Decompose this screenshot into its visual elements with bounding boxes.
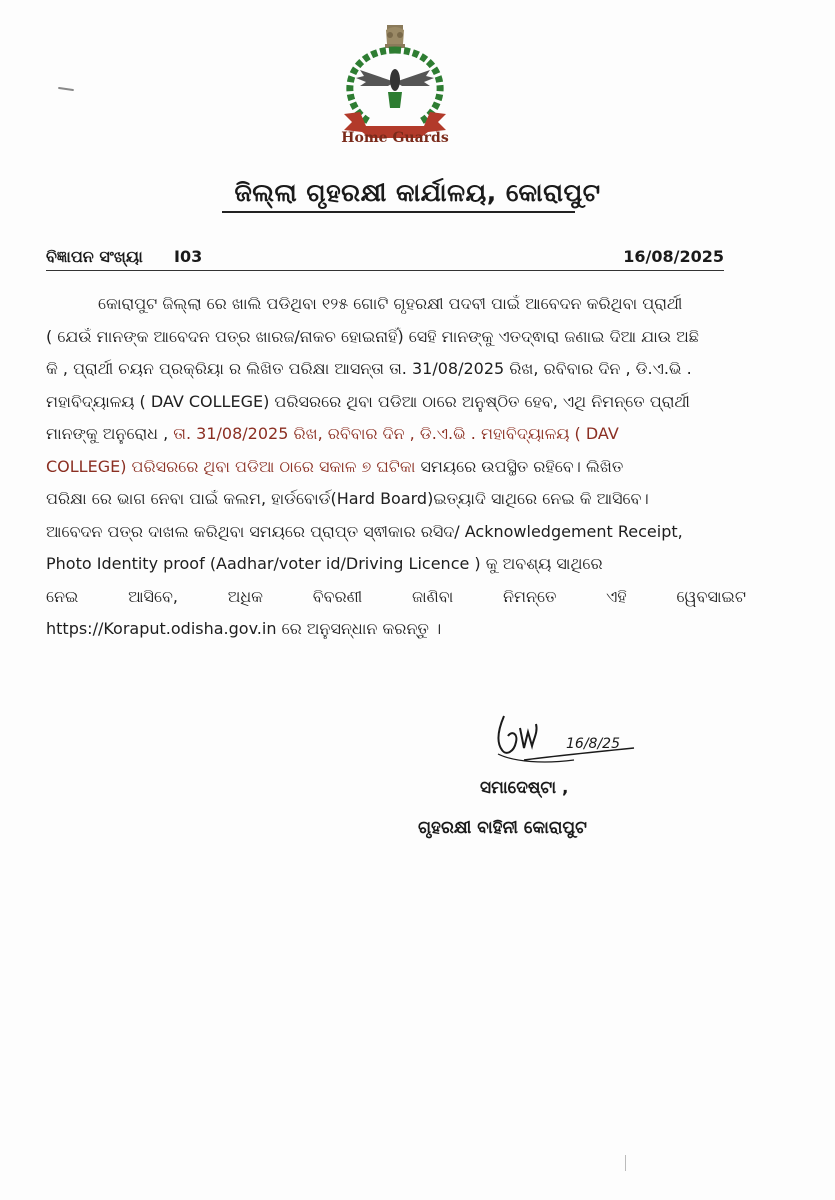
reference-line [46,245,724,271]
exam-details-highlight: ତା. 31/08/2025 ରିଖ, ରବିବାର ଦିନ , ଡି.ଏ.ଭି . ମହାବିଦ୍ୟାଳୟ ( DAV [173,424,619,443]
body-line: Photo Identity proof (Aadhar/voter id/Driving Licence ) କୁ ଅବଶ୍ୟ ସାଥିରେ [46,554,603,573]
title-underline [222,211,575,213]
commandant-office: ଗୃହରକ୍ଷୀ ବାହିନୀ କୋରାପୁଟ [418,818,587,838]
body-line: ଆବେଦନ ପତ୍ର ଦାଖଲ କରିଥିବା ସମୟରେ ପ୍ରାପ୍ତ ସ୍ଵୀକାର ରସିଦ/ Acknowledgement Receipt, [46,521,683,541]
word: ବିବରଣୀ [312,586,363,606]
scan-mark [58,87,74,91]
scan-mark [625,1155,626,1171]
word: ଜାଣିବା [411,586,454,606]
body-line [46,451,746,484]
notice-body [46,288,746,646]
word: ଏହି [606,586,627,606]
commandant-title: ସମାଦେଷ୍ଟା , [480,778,569,798]
signature-date: 16/8/25 [566,736,620,752]
handwritten-signature [484,702,654,770]
word: ନିମନ୍ତେ [503,586,557,606]
word: ଅଧିକ [227,586,263,606]
office-title [0,178,835,208]
website-line: https://Koraput.odisha.gov.in ରେ ଅନୁସନ୍ଧାନ କରନ୍ତୁ । [46,619,442,638]
body-line: ମହାବିଦ୍ୟାଳୟ ( DAV COLLEGE) ପରିସରରେ ଥିବା ପଡିଆ ଠାରେ ଅନୁଷ୍ଠିତ ହେବ, ଏଥି ନିମନ୍ତେ ପ୍ରାର୍ଥୀ [46,391,690,411]
reference-number: I03 [174,247,203,266]
body-line-justified [46,581,746,614]
attendance-text: ସମୟରେ ଉପସ୍ଥିତ ରହିବେ। ଲିଖିତ [420,456,624,476]
body-line [46,418,746,451]
logo-caption: Home Guards [341,130,449,146]
body-line: କି , ପ୍ରାର୍ଥୀ ଚୟନ ପ୍ରକ୍ରିୟା ର ଲିଖିତ ପରିକ୍ଷା ଆସନ୍ତା ତା. 31/08/2025 ରିଖ, ରବିବାର ଦିନ , ଡି.ଏ.ଭି . [46,359,692,378]
reference-rule [46,270,724,271]
reference-label: ବିଜ୍ଞାପନ ସଂଖ୍ୟା [46,247,143,266]
word: ଆସିବେ, [128,586,178,606]
venue-time-highlight: COLLEGE) ପରିସରରେ ଥିବା ପଡିଆ ଠାରେ ସକାଳ ୭ ଘଟିକା [46,456,416,476]
home-guards-emblem-icon [330,22,460,140]
request-text: ମାନଙ୍କୁ ଅନୁରୋଧ , [46,424,169,443]
word: ୱେବସାଇଟ [676,586,746,606]
body-line: କୋରାପୁଟ ଜିଲ୍ଲା ରେ ଖାଲି ପଡିଥିବା ୧୨୫ ଗୋଟି ଗୃହରକ୍ଷୀ ପଦବୀ ପାଇଁ ଆବେଦନ କରିଥିବା ପ୍ରାର୍ଥୀ [98,294,683,313]
body-line: ( ଯେଉଁ ମାନଙ୍କ ଆବେଦନ ପତ୍ର ଖାରଜ/ନାକଚ ହୋଇନାହିଁ) ସେହି ମାନଙ୍କୁ ଏତଦ୍ଵାରା ଜଣାଇ ଦିଆ ଯାଉ ଅଛି [46,326,699,346]
word: ନେଇ [46,586,79,606]
office-title-text: ଜିଲ୍ଲା ଗୃହରକ୍ଷୀ କାର୍ଯାଳୟ, କୋରାପୁଟ [234,178,601,207]
body-line: ପରିକ୍ଷା ରେ ଭାଗ ନେବା ପାଇଁ କଲମ, ହାର୍ଡବୋର୍ଡ(Hard Board)ଇତ୍ୟାଦି ସାଥିରେ ନେଇ କି ଆସିବେ। [46,489,649,508]
notice-date: 16/08/2025 [623,247,724,266]
